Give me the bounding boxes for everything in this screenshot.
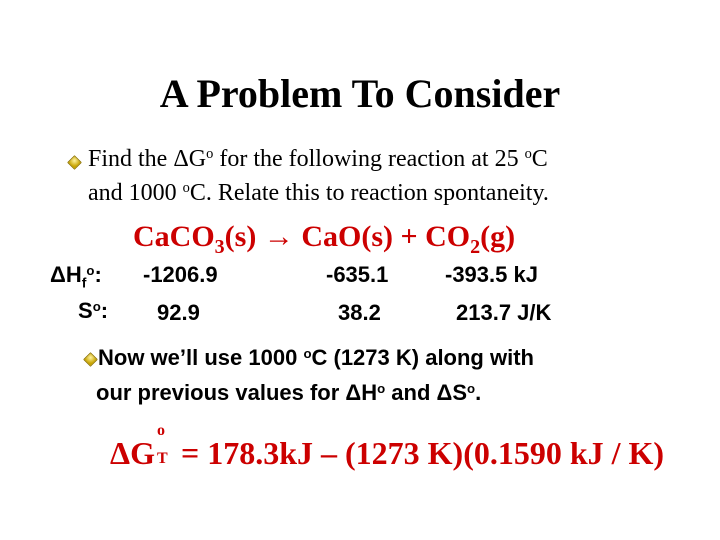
bullet-1-text-b: for the following reaction at 25	[213, 146, 525, 172]
bullet-2-line-1	[98, 345, 534, 371]
bullet-2-text-c: our previous values for	[96, 380, 346, 405]
bullet-2-icon	[83, 352, 98, 367]
degree-superscript: o	[303, 345, 312, 361]
enthalpy-value-cao: -635.1	[326, 262, 389, 287]
temperature-subscript: T	[156, 450, 168, 467]
reactant-subscript: 3	[214, 236, 225, 258]
degree-superscript: o	[524, 146, 532, 163]
gibbs-expression: 178.3kJ – (1273 K)(0.1590 kJ / K)	[207, 435, 665, 471]
reaction-equation	[133, 220, 515, 259]
product-2-state: (g)	[480, 220, 516, 253]
delta-h-symbol: ΔH	[345, 380, 378, 405]
bullet-1-line-2	[88, 180, 549, 207]
s-symbol: S	[78, 298, 93, 323]
product-1-formula: CaO(s)	[301, 220, 393, 253]
bullet-2-text-d: and	[385, 380, 437, 405]
colon: :	[100, 298, 109, 323]
entropy-value-caco3: 92.9	[157, 300, 200, 325]
degree-superscript: o	[182, 180, 190, 197]
product-2-subscript: 2	[470, 236, 481, 258]
bullet-1-text-a: Find the	[88, 146, 174, 172]
bullet-1-text-e: C. Relate this to reaction spontaneity.	[189, 180, 549, 206]
g-symbol: G	[188, 146, 207, 172]
delta-h-symbol: ΔH	[50, 262, 82, 287]
page-title: A Problem To Consider	[159, 71, 561, 116]
bullet-1-line-1	[88, 146, 548, 173]
bullet-1-text-c: C	[531, 146, 548, 172]
period: .	[475, 380, 482, 405]
standard-superscript: o	[377, 380, 386, 396]
bullet-1-text-d: and 1000	[88, 180, 183, 206]
enthalpy-value-co2: -393.5 kJ	[445, 262, 538, 287]
enthalpy-value-caco3: -1206.9	[143, 262, 218, 287]
sup-sub-stack	[155, 422, 173, 467]
formation-subscript: f	[81, 274, 87, 291]
entropy-label	[78, 298, 108, 324]
reactant-formula: CaCO	[133, 220, 215, 253]
enthalpy-label	[50, 262, 102, 290]
reaction-arrow: →	[263, 220, 294, 253]
standard-superscript: o	[86, 262, 95, 278]
delta-s-symbol: ΔS	[436, 380, 468, 405]
entropy-value-cao: 38.2	[338, 300, 381, 325]
delta-g-symbol: ΔG	[110, 435, 155, 471]
plus-sign: +	[400, 220, 418, 253]
colon: :	[94, 262, 102, 287]
entropy-value-co2: 213.7 J/K	[456, 300, 552, 325]
gibbs-calculation	[110, 422, 665, 472]
bullet-2-text-b: C (1273 K) along with	[311, 345, 534, 370]
standard-superscript: o	[92, 298, 101, 314]
bullet-2-text-a: Now we’ll use 1000	[98, 345, 304, 370]
product-2-formula: CO	[425, 220, 471, 253]
reactant-state: (s)	[224, 220, 257, 253]
standard-superscript: o	[467, 380, 476, 396]
bullet-2-line-2	[96, 380, 481, 406]
standard-superscript: o	[156, 422, 165, 439]
bullet-1-icon	[67, 155, 82, 170]
standard-superscript: o	[206, 146, 214, 163]
equals-sign: =	[180, 435, 200, 471]
delta-symbol: Δ	[173, 146, 189, 172]
